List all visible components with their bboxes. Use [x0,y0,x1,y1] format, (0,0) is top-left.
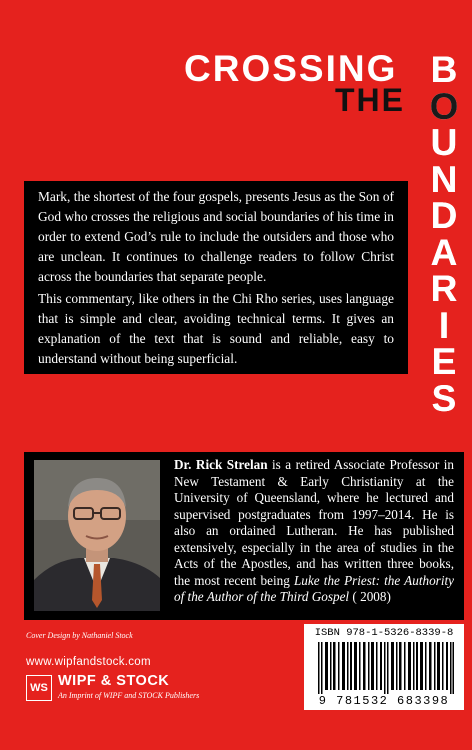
title-crossing: CROSSING [184,48,398,89]
title-letter: U [430,122,458,163]
title-letter: R [430,268,458,309]
title-letter: B [430,49,458,90]
author-photo [34,460,160,611]
author-portrait-icon [34,460,160,611]
cover-design-credit: Cover Design by Nathaniel Stock [26,631,133,640]
title-letter: I [438,304,450,346]
title-the: THE [335,82,405,118]
title-letter: E [431,341,457,382]
author-book-year: ( 2008) [349,589,391,604]
title-letter: N [430,158,458,200]
author-name: Dr. Rick Strelan [174,457,268,472]
author-book-title: Luke the Priest: the Authority of the Author of the Third Gospel [174,572,454,604]
publisher-website[interactable]: www.wipfandstock.com [26,656,151,668]
title-letter: A [430,231,458,273]
title-letter: O [429,85,459,127]
blurb-paragraph-1: Mark, the shortest of the four gospels, presents Jesus as the Son of God who crosses the religious and social boundaries of his time in order to extend God’s rule to include the outsiders and those who are unclean. It continues to challenge readers to follow Christ across the boundaries that separate people. [38,189,394,284]
publisher-logo: WS [26,675,52,701]
title-letter: D [430,195,458,236]
barcode [304,624,464,710]
isbn-text: ISBN 978-1-5326-8339-8 [314,627,454,639]
publisher-name: WIPF & STOCK [58,673,170,689]
publisher-subtitle: An Imprint of WIPF and STOCK Publishers [58,691,200,700]
title-boundaries [418,49,470,419]
barcode-number: 9 781532 683398 [318,694,450,708]
author-bio [174,457,454,606]
author-bio-text: is a retired Associate Professor in New Testament & Early Christianity at the University of Queensland, where he lectured and supervised postgraduates from 1997–2014. He is also an ordained Lutheran. He has published extensively, especially in the area of studies in the Acts of the Apostles, and has written three books, the most recent being [174,457,454,588]
author-box [24,452,464,620]
title-letter: S [431,377,457,419]
blurb-box [24,181,408,374]
blurb-paragraph-2: This commentary, like others in the Chi Rho series, uses language that is simple and clear, avoiding technical terms. It gives an explanation of the text that is sound and reliable, easy to understand without being superficial. [38,291,394,366]
barcode-bars-icon [318,642,454,694]
